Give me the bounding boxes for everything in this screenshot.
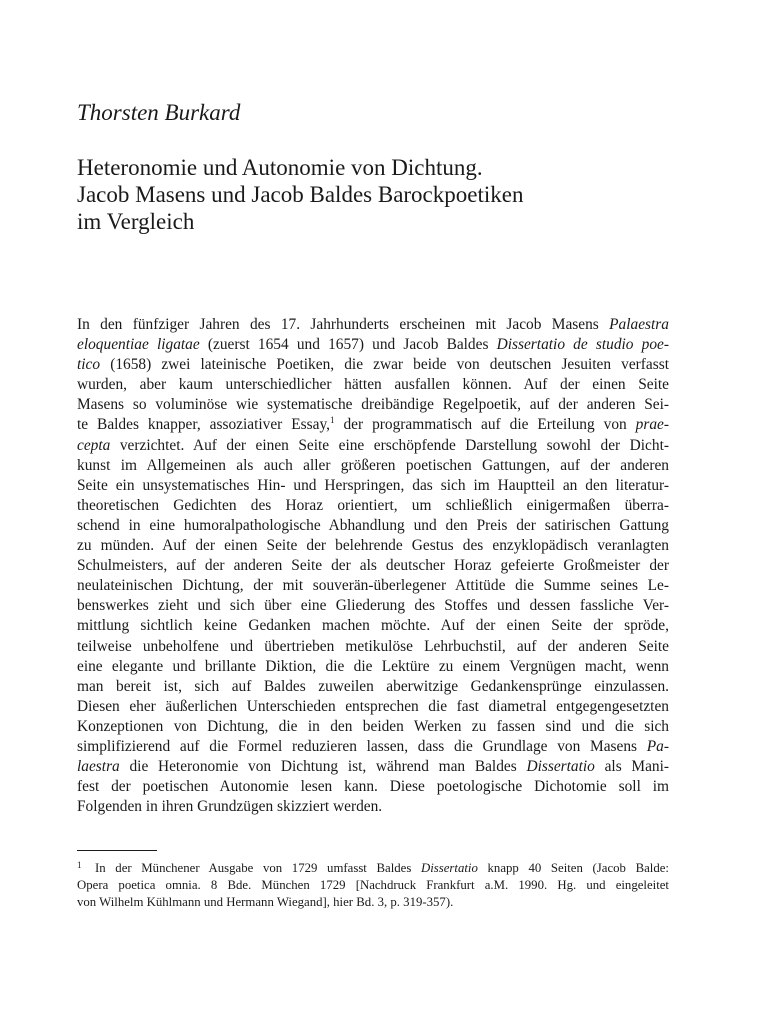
body-line: [77, 576, 669, 596]
italic-text: Dissertatio de studio poe-: [496, 336, 669, 354]
body-line: [77, 717, 669, 737]
text-run: benswerkes zieht und sich über eine Gliederung des Stoffes und dessen fassliche Ver-: [77, 597, 669, 615]
text-run: Seite ein unsystematisches Hin- und Herspringen, das sich im Hauptteil an den literatur-: [77, 476, 669, 494]
text-run: von Wilhelm Kühlmann und Hermann Wiegand], hier Bd. 3, p. 319-357).: [77, 895, 454, 909]
body-line: [77, 315, 669, 335]
footnote-line: [77, 877, 669, 894]
italic-text: Palaestra: [609, 316, 669, 333]
body-line: [77, 335, 669, 355]
text-run: simplifizierend auf die Formel reduzieren lassen, dass die Grundlage von Masens: [77, 737, 647, 755]
title-line: Heteronomie und Autonomie von Dichtung.: [77, 155, 483, 180]
text-run: Masens so voluminöse wie systematische dreibändige Regelpoetik, auf der anderen Sei-: [77, 396, 669, 414]
text-run: mittlung sichtlich keine Gedanken machen möchte. Auf der einen Seite der spröde,: [77, 617, 669, 635]
title-line: Jacob Masens und Jacob Baldes Barockpoetiken: [77, 182, 524, 207]
text-run: knapp 40 Seiten (Jacob Balde:: [477, 861, 669, 875]
text-run: theoretischen Gedichten des Horaz orientiert, um schließlich einigermaßen überra-: [77, 496, 669, 514]
text-run: zu münden. Auf der einen Seite der belehrende Gestus des enzyklopädisch veranlagten: [77, 537, 669, 555]
article-title: [77, 154, 523, 235]
text-run: In den fünfziger Jahren des 17. Jahrhunderts erscheinen mit Jacob Masens: [77, 316, 610, 333]
italic-text: cepta: [77, 436, 111, 454]
body-line: [77, 697, 669, 717]
body-line: [77, 456, 669, 476]
text-run: (1658) zwei lateinische Poetiken, die zwar beide von deutschen Jesuiten verfasst: [100, 356, 669, 374]
italic-text: prae-: [635, 416, 670, 434]
body-line: [77, 777, 669, 797]
body-line: [77, 677, 669, 697]
body-line: [77, 637, 669, 657]
body-line: [77, 616, 669, 636]
footnote-line: [77, 894, 669, 911]
title-line: im Vergleich: [77, 209, 195, 234]
body-line: [77, 516, 669, 536]
text-run: fest der poetischen Autonomie lesen kann. Diese poetologische Dichotomie soll im: [77, 778, 669, 796]
text-run: Folgenden in ihren Grundzügen skizziert werden.: [77, 798, 383, 816]
text-run: der programmatisch auf die Erteilung von: [334, 416, 636, 434]
footnote-reference: 1: [330, 415, 335, 426]
text-run: teilweise unbeholfene und übertrieben metikulöse Lehrbuchstil, auf der anderen Seite: [77, 637, 669, 655]
text-run: In der Münchener Ausgabe von 1729 umfasst Baldes: [95, 861, 421, 875]
footnote-text: [77, 860, 669, 911]
text-run: Konzeptionen von Dichtung, die in den beiden Werken zu fassen sind und die sich: [77, 717, 669, 735]
body-line: [77, 375, 669, 395]
text-run: schend in eine humoralpathologische Abhandlung und den Preis der satirischen Gattung: [77, 516, 669, 534]
body-line: [77, 757, 669, 777]
body-line: [77, 536, 669, 556]
body-line: [77, 395, 669, 415]
text-run: als Mani-: [594, 758, 670, 776]
footnote-number: 1: [77, 860, 82, 870]
italic-text: Dissertatio: [526, 758, 595, 776]
body-line: [77, 797, 669, 817]
body-line: [77, 415, 669, 435]
text-run: die Heteronomie von Dichtung ist, während man Baldes: [119, 758, 527, 776]
text-run: wurden, aber kaum unterschiedlicher hätten ausfallen können. Auf der einen Seite: [77, 376, 669, 394]
italic-text: tico: [77, 356, 101, 374]
italic-text: Dissertatio: [420, 861, 478, 875]
body-line: [77, 556, 669, 576]
text-run: Diesen eher äußerlichen Unterschieden entsprechen die fast diametral entgegengesetzten: [77, 697, 669, 715]
text-run: neulateinischen Dichtung, der mit souverän-überlegener Attitüde die Summe seines Le-: [77, 577, 669, 595]
body-line: [77, 596, 669, 616]
body-line: [77, 496, 669, 516]
text-run: Schulmeisters, auf der anderen Seite der als deutscher Horaz gefeierte Großmeister der: [77, 557, 669, 575]
text-run: te Baldes knapper, assoziativer Essay,: [77, 416, 331, 434]
italic-text: laestra: [77, 758, 120, 776]
text-run: eine elegante und brillante Diktion, die die Lektüre zu einem Vergnügen macht, wenn: [77, 657, 669, 675]
body-line: [77, 657, 669, 677]
italic-text: Pa-: [646, 737, 669, 755]
body-line: [77, 436, 669, 456]
body-line: [77, 476, 669, 496]
text-run: man bereit ist, sich auf Baldes zuweilen aberwitzige Gedankensprünge einzulassen.: [77, 677, 669, 695]
body-line: [77, 355, 669, 375]
text-run: verzichtet. Auf der einen Seite eine erschöpfende Darstellung sowohl der Dicht-: [110, 436, 669, 454]
body-paragraph: [77, 315, 669, 817]
text-run: kunst im Allgemeinen als auch aller größeren poetischen Gattungen, auf der anderen: [77, 456, 669, 474]
text-run: (zuerst 1654 und 1657) und Jacob Baldes: [199, 336, 497, 354]
body-line: [77, 737, 669, 757]
text-run: Opera poetica omnia. 8 Bde. München 1729 [Nachdruck Frankfurt a.M. 1990. Hg. und eingeleitet: [77, 878, 669, 892]
author-name: Thorsten Burkard: [77, 100, 241, 125]
footnote-line: [95, 860, 669, 877]
footnote-divider: [77, 850, 157, 851]
italic-text: eloquentiae ligatae: [77, 336, 200, 354]
